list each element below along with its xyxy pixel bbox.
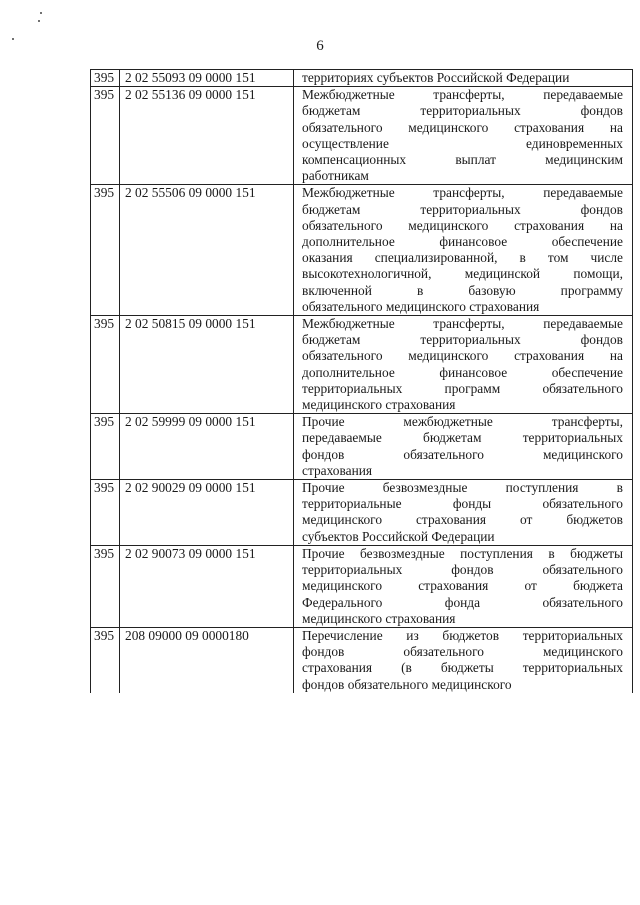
description-line: медицинского страхования от бюджетов bbox=[302, 512, 623, 528]
description-line: Межбюджетные трансферты, передаваемые bbox=[302, 316, 623, 332]
description-line: территориальные фонды обязательного bbox=[302, 496, 623, 512]
kbk-cell: 2 02 59999 09 0000 151 bbox=[120, 414, 294, 480]
description-cell bbox=[294, 185, 633, 316]
admin-code-cell: 395 bbox=[91, 627, 120, 692]
admin-code-cell: 395 bbox=[91, 70, 120, 87]
description-line: обязательного медицинского страхования на bbox=[302, 348, 623, 364]
description-line: Прочие безвозмездные поступления в bbox=[302, 480, 623, 496]
description-line: Межбюджетные трансферты, передаваемые bbox=[302, 185, 623, 201]
description-line: Межбюджетные трансферты, передаваемые bbox=[302, 87, 623, 103]
table-row bbox=[91, 414, 633, 480]
description-line: территориальных программ обязательного bbox=[302, 380, 623, 396]
table-row bbox=[91, 545, 633, 627]
description-line: компенсационных выплат медицинским bbox=[302, 152, 623, 168]
description-line: медицинского страхования от бюджета bbox=[302, 578, 623, 594]
description-line: фондов обязательного медицинского bbox=[302, 644, 623, 660]
admin-code-cell: 395 bbox=[91, 316, 120, 414]
table-row bbox=[91, 627, 633, 692]
description-line: субъектов Российской Федерации bbox=[302, 528, 495, 544]
description-line: дополнительное финансовое обеспечение bbox=[302, 364, 623, 380]
page-number: 6 bbox=[316, 38, 324, 54]
description-line: медицинского страхования bbox=[302, 610, 456, 626]
description-line: Прочие межбюджетные трансферты, bbox=[302, 414, 623, 430]
table-body bbox=[91, 70, 633, 693]
kbk-cell: 2 02 55506 09 0000 151 bbox=[120, 185, 294, 316]
description-line: обязательного медицинского страхования на bbox=[302, 217, 623, 233]
admin-code-cell: 395 bbox=[91, 480, 120, 546]
kbk-cell: 2 02 50815 09 0000 151 bbox=[120, 316, 294, 414]
admin-code-cell: 395 bbox=[91, 414, 120, 480]
description-cell bbox=[294, 627, 633, 692]
description-cell bbox=[294, 480, 633, 546]
table-row bbox=[91, 185, 633, 316]
kbk-cell: 208 09000 09 0000180 bbox=[120, 627, 294, 692]
description-cell bbox=[294, 316, 633, 414]
description-line: Перечисление из бюджетов территориальных bbox=[302, 627, 623, 643]
admin-code-cell: 395 bbox=[91, 545, 120, 627]
description-line: страхования (в бюджеты территориальных bbox=[302, 660, 623, 676]
description-line: высокотехнологичной, медицинской помощи, bbox=[302, 266, 623, 282]
description-line: территориях субъектов Российской Федерации bbox=[302, 70, 570, 85]
table-row bbox=[91, 316, 633, 414]
description-line: территориальных фондов обязательного bbox=[302, 562, 623, 578]
description-line: передаваемые бюджетам территориальных bbox=[302, 430, 623, 446]
description-cell bbox=[294, 414, 633, 480]
description-line: обязательного медицинского страхования bbox=[302, 298, 540, 314]
description-line: работникам bbox=[302, 168, 369, 184]
table-row bbox=[91, 480, 633, 546]
description-line: бюджетам территориальных фондов bbox=[302, 201, 623, 217]
description-line: медицинского страхования bbox=[302, 397, 456, 413]
scan-speck bbox=[38, 20, 40, 22]
admin-code-cell: 395 bbox=[91, 87, 120, 185]
description-line: бюджетам территориальных фондов bbox=[302, 103, 623, 119]
table-row bbox=[91, 70, 633, 87]
description-line: дополнительное финансовое обеспечение bbox=[302, 234, 623, 250]
description-line: обязательного медицинского страхования на bbox=[302, 119, 623, 135]
description-cell bbox=[294, 87, 633, 185]
description-cell bbox=[294, 545, 633, 627]
table-row bbox=[91, 87, 633, 185]
description-cell bbox=[294, 70, 633, 87]
description-line: бюджетам территориальных фондов bbox=[302, 332, 623, 348]
kbk-cell: 2 02 90029 09 0000 151 bbox=[120, 480, 294, 546]
description-line: фондов обязательного медицинского bbox=[302, 446, 623, 462]
description-line: оказания специализированной, в том числе bbox=[302, 250, 623, 266]
description-line: осуществление единовременных bbox=[302, 135, 623, 151]
kbk-cell: 2 02 55136 09 0000 151 bbox=[120, 87, 294, 185]
admin-code-cell: 395 bbox=[91, 185, 120, 316]
kbk-cell: 2 02 90073 09 0000 151 bbox=[120, 545, 294, 627]
budget-codes-table bbox=[90, 69, 633, 693]
kbk-cell: 2 02 55093 09 0000 151 bbox=[120, 70, 294, 87]
description-line: фондов обязательного медицинского bbox=[302, 676, 512, 692]
description-line: Прочие безвозмездные поступления в бюджеты bbox=[302, 545, 623, 561]
description-line: включенной в базовую программу bbox=[302, 282, 623, 298]
description-line: страхования bbox=[302, 462, 373, 478]
description-line: Федерального фонда обязательного bbox=[302, 594, 623, 610]
scan-speck bbox=[40, 12, 42, 14]
